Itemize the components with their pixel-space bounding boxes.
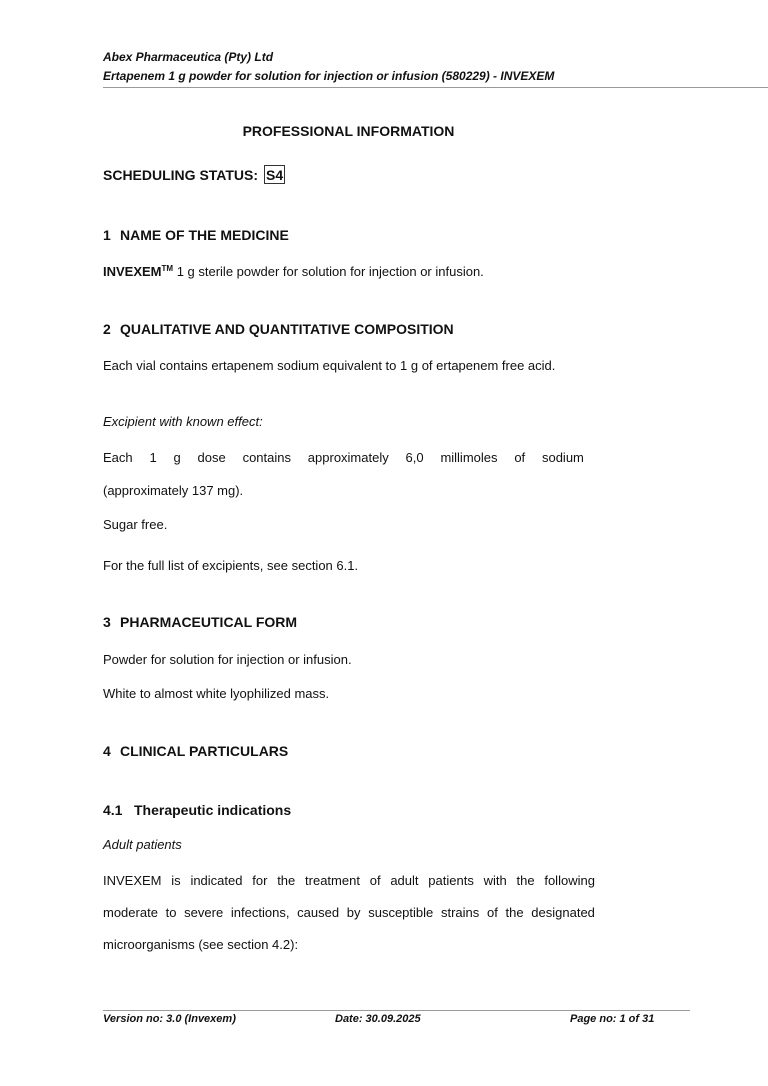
word: indicated	[190, 873, 243, 888]
word: INVEXEM	[103, 873, 162, 888]
word: infections,	[230, 905, 290, 920]
section-number: 2	[103, 321, 111, 337]
word: by	[346, 905, 361, 920]
word: approximately	[307, 450, 389, 465]
header-product-line: Ertapenem 1 g powder for solution for injection or infusion (580229) - INVEXEM	[103, 69, 555, 83]
word: Each	[103, 450, 133, 465]
word: of	[369, 873, 381, 888]
word: with	[483, 873, 507, 888]
dose-line	[103, 450, 584, 465]
word: of	[486, 905, 498, 920]
form-paragraph-1: Powder for solution for injection or infusion.	[103, 652, 352, 667]
section-number: 4	[103, 743, 111, 759]
word: dose	[197, 450, 226, 465]
word: patients	[428, 873, 474, 888]
word: following	[544, 873, 595, 888]
scheduling-status	[103, 165, 285, 184]
trademark-mark: TM	[161, 264, 174, 273]
word: strains	[440, 905, 480, 920]
word: to	[165, 905, 177, 920]
word: designated	[531, 905, 595, 920]
full-list-text: For the full list of excipients, see section 6.1.	[103, 558, 359, 573]
word: g	[173, 450, 181, 465]
subsection-4-1-heading	[103, 802, 291, 818]
word: treatment	[305, 873, 360, 888]
word: is	[171, 873, 181, 888]
word: sodium	[541, 450, 584, 465]
word: 1	[149, 450, 157, 465]
section-number: 3	[103, 614, 111, 630]
form-paragraph-2: White to almost white lyophilized mass.	[103, 686, 330, 701]
section-title: CLINICAL PARTICULARS	[120, 743, 289, 759]
section-number: 1	[103, 227, 111, 243]
section-title: NAME OF THE MEDICINE	[120, 227, 289, 243]
indication-line-3: microorganisms (see section 4.2):	[103, 937, 299, 952]
section-title: QUALITATIVE AND QUANTITATIVE COMPOSITION	[120, 321, 454, 337]
indication-line-1	[103, 873, 595, 888]
footer-rule	[103, 1010, 690, 1011]
word: severe	[184, 905, 224, 920]
footer-date: Date: 30.09.2025	[335, 1013, 421, 1025]
word: the	[505, 905, 524, 920]
word: caused	[297, 905, 340, 920]
section-2-heading	[103, 321, 454, 337]
document-title: PROFESSIONAL INFORMATION	[242, 123, 455, 139]
word: the	[277, 873, 296, 888]
section-4-heading	[103, 743, 288, 759]
scheduling-value: S4	[266, 167, 284, 183]
brand-name: INVEXEM	[103, 264, 162, 279]
word: contains	[242, 450, 291, 465]
word: of	[514, 450, 526, 465]
header-rule	[103, 87, 768, 88]
word: susceptible	[368, 905, 434, 920]
medicine-name-paragraph	[103, 264, 484, 279]
word: for	[252, 873, 268, 888]
footer-version: Version no: 3.0 (Invexem)	[103, 1013, 236, 1025]
excipient-label: Excipient with known effect:	[103, 414, 263, 429]
section-3-heading	[103, 614, 297, 630]
adult-patients-label: Adult patients	[103, 837, 182, 852]
header-company: Abex Pharmaceutica (Pty) Ltd	[103, 50, 274, 64]
subsection-title: Therapeutic indications	[134, 802, 292, 818]
section-title: PHARMACEUTICAL FORM	[120, 614, 298, 630]
footer-page-number: Page no: 1 of 31	[570, 1013, 655, 1025]
word: 6,0	[405, 450, 424, 465]
dose-continuation: (approximately 137 mg).	[103, 483, 244, 498]
subsection-number: 4.1	[103, 802, 123, 818]
section-1-heading	[103, 227, 289, 243]
word: millimoles	[440, 450, 498, 465]
medicine-description: 1 g sterile powder for solution for injection or infusion.	[173, 264, 484, 279]
scheduling-label: SCHEDULING STATUS:	[103, 167, 259, 183]
word: moderate	[103, 905, 158, 920]
indication-line-2	[103, 905, 595, 920]
sugar-free-text: Sugar free.	[103, 517, 168, 532]
word: adult	[390, 873, 419, 888]
composition-paragraph: Each vial contains ertapenem sodium equivalent to 1 g of ertapenem free acid.	[103, 358, 556, 373]
word: the	[516, 873, 535, 888]
